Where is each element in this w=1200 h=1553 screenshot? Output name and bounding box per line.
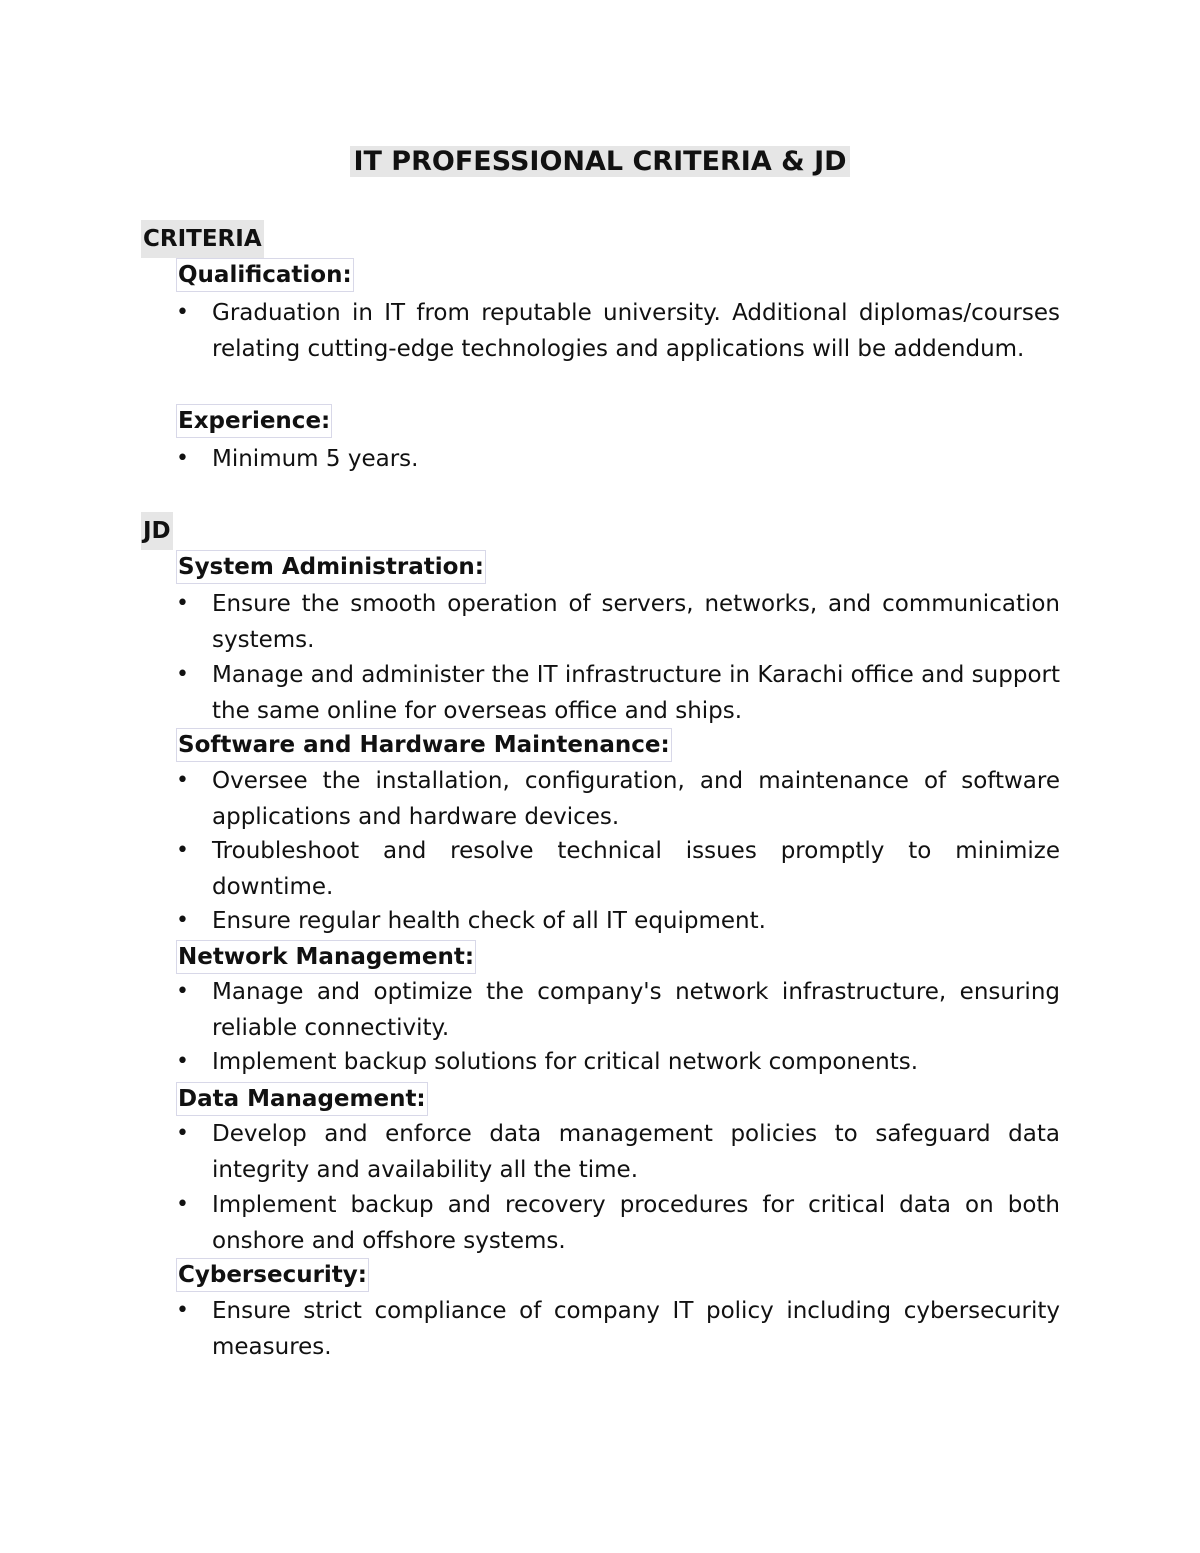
section-heading-criteria: CRITERIA (141, 220, 264, 258)
list-item: • Ensure the smooth operation of servers, networks, and communication systems. (176, 586, 1060, 658)
list-item: • Graduation in IT from reputable university. Additional diplomas/courses relating cutting-edge technologies and applications will be addendum. (176, 295, 1060, 367)
list-item: • Ensure strict compliance of company IT policy including cybersecurity measures. (176, 1293, 1060, 1365)
list-item: • Troubleshoot and resolve technical issues promptly to minimize downtime. (176, 833, 1060, 905)
subheading-data-management: Data Management: (176, 1082, 428, 1116)
bullet-icon: • (176, 979, 189, 1004)
bullet-icon: • (176, 1121, 189, 1146)
list-item: • Manage and administer the IT infrastructure in Karachi office and support the same online for overseas office and ships. (176, 657, 1060, 729)
list-item: • Develop and enforce data management policies to safeguard data integrity and availability all the time. (176, 1116, 1060, 1188)
bullet-icon: • (176, 446, 189, 471)
bullet-icon: • (176, 300, 189, 325)
bullet-icon: • (176, 662, 189, 687)
bullet-icon: • (176, 908, 189, 933)
subheading-qualification: Qualification: (176, 258, 354, 292)
subheading-cybersecurity: Cybersecurity: (176, 1258, 369, 1292)
subheading-network-management: Network Management: (176, 940, 476, 974)
bullet-icon: • (176, 1298, 189, 1323)
list-item: • Oversee the installation, configuration, and maintenance of software applications and hardware devices. (176, 763, 1060, 835)
bullet-icon: • (176, 1192, 189, 1217)
bullet-icon: • (176, 1049, 189, 1074)
list-item: • Manage and optimize the company's network infrastructure, ensuring reliable connectivity. (176, 974, 1060, 1046)
list-item: • Ensure regular health check of all IT equipment. (176, 903, 1060, 939)
bullet-icon: • (176, 768, 189, 793)
bullet-icon: • (176, 838, 189, 863)
list-item: • Implement backup solutions for critical network components. (176, 1044, 1060, 1080)
list-item: • Minimum 5 years. (176, 441, 1060, 477)
bullet-icon: • (176, 591, 189, 616)
list-item: • Implement backup and recovery procedures for critical data on both onshore and offshore systems. (176, 1187, 1060, 1259)
section-heading-jd: JD (141, 512, 173, 550)
subheading-system-administration: System Administration: (176, 550, 486, 584)
subheading-experience: Experience: (176, 404, 332, 438)
subheading-software-hardware: Software and Hardware Maintenance: (176, 728, 672, 762)
page-title: IT PROFESSIONAL CRITERIA & JD (0, 140, 1200, 184)
